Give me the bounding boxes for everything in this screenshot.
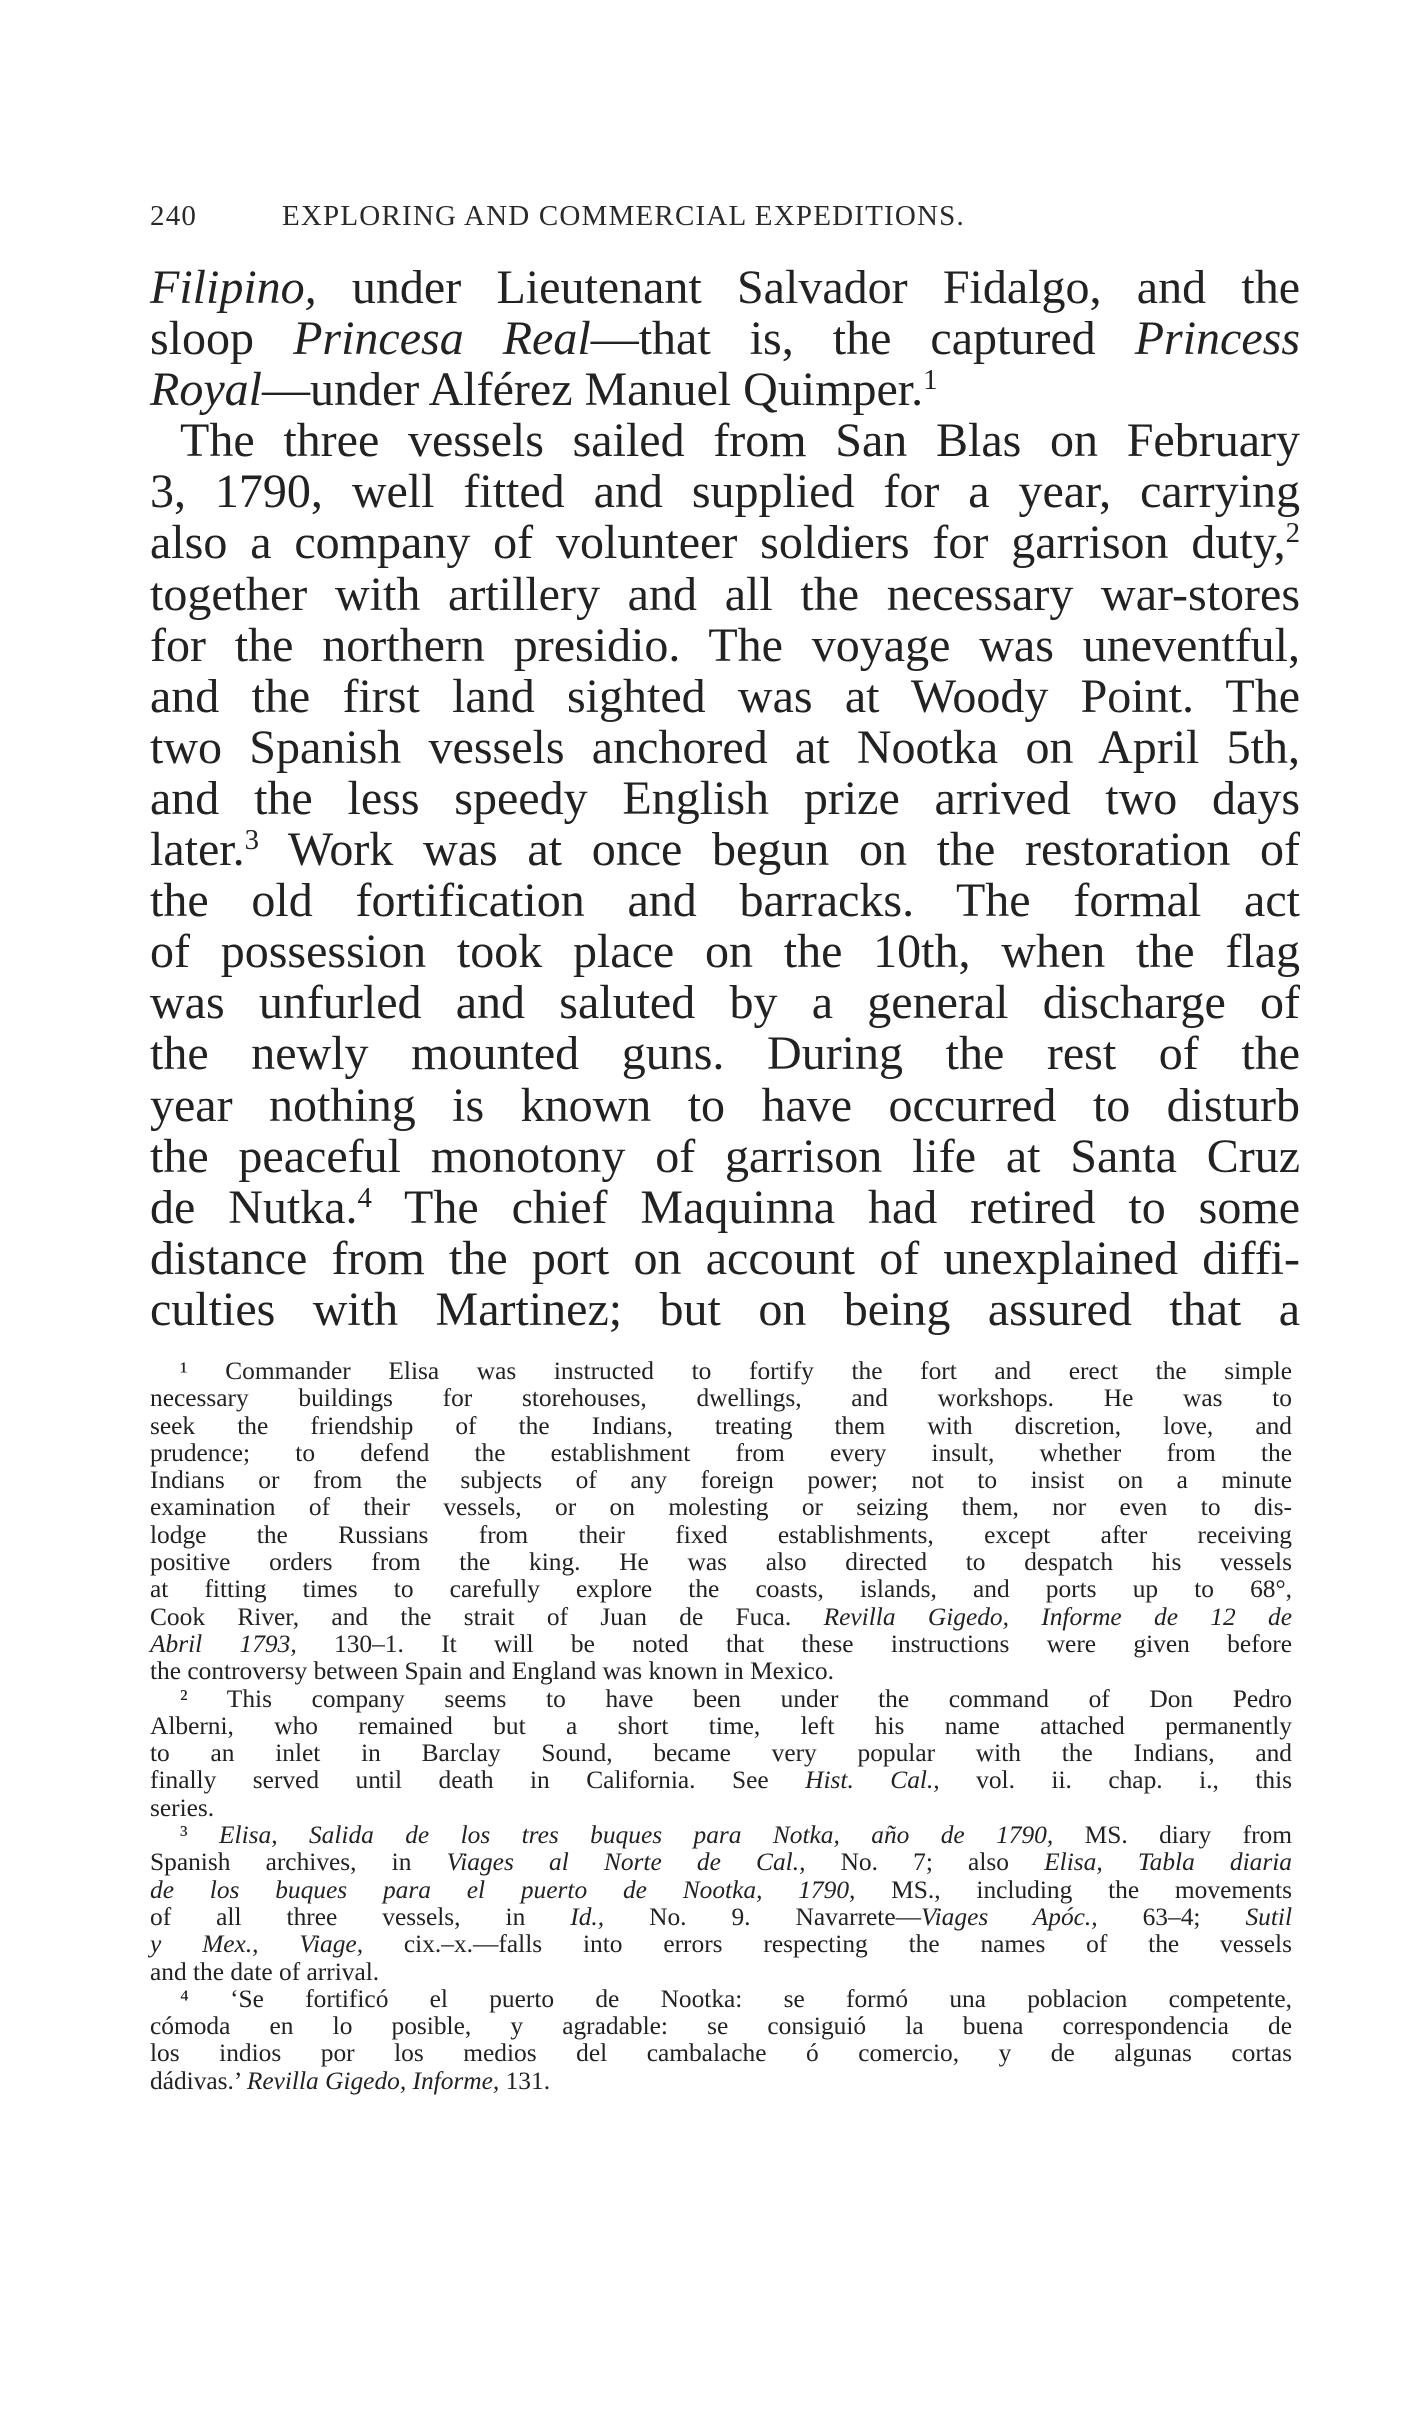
text-line xyxy=(150,722,1300,773)
footnote-line: los indios por los medios del cambalache ó comercio, y de algunas cortas xyxy=(150,2039,1292,2068)
footnote-line: examination of their vessels, or on molesting or seizing them, nor even to dis- xyxy=(150,1493,1292,1522)
footnote-line: the controversy between Spain and England was known in Mexico. xyxy=(150,1657,834,1686)
text-line xyxy=(150,1131,1300,1182)
text-run: and the less speedy English prize arrived two days xyxy=(150,771,1300,825)
text-italic: Revilla Gigedo, Informe, xyxy=(246,2066,500,2095)
text-italic: de los buques para el puerto de Nootka, 1790, xyxy=(150,1875,856,1904)
footnote-line xyxy=(150,1631,1292,1658)
text-italic: Id., xyxy=(570,1902,605,1931)
text-italic: Hist. Cal., xyxy=(805,1766,940,1795)
text-run: —under Alférez Manuel Quimper. xyxy=(261,363,924,417)
text-run: sloop xyxy=(150,312,294,366)
text-run: the peaceful monotony of garrison life at Santa Cruz xyxy=(150,1129,1300,1183)
footnote-line xyxy=(150,1904,1292,1931)
text-run: together with artillery and all the necessary war-stores xyxy=(150,567,1300,621)
footnote-line: at fitting times to carefully explore the coasts, islands, and ports up to 68°, xyxy=(150,1575,1292,1604)
text-run: 131. xyxy=(499,2066,551,2095)
text-run: 63–4; xyxy=(1097,1902,1246,1931)
text-italic: Revilla Gigedo, Informe de 12 de xyxy=(823,1602,1293,1631)
text-italic: y Mex., Viage, xyxy=(150,1930,364,1959)
text-line xyxy=(150,773,1300,824)
text-line xyxy=(150,313,1300,364)
text-italic: Princess xyxy=(1134,312,1301,366)
text-run: the old fortification and barracks. The formal act xyxy=(150,874,1300,928)
text-line xyxy=(150,1233,1300,1284)
text-run: ³ xyxy=(180,1821,220,1850)
footnote-line: and the date of arrival. xyxy=(150,1957,380,1986)
text-line xyxy=(150,364,1300,415)
text-italic: Elisa, Tabla diaria xyxy=(1044,1848,1293,1877)
footnote-line xyxy=(150,2068,1292,2095)
text-italic: Princesa Real xyxy=(293,312,591,366)
footnote-line xyxy=(150,1767,1292,1794)
text-italic: Viages Apóc., xyxy=(921,1902,1098,1931)
footnote-line: Alberni, who remained but a short time, left his name attached permanently xyxy=(150,1711,1292,1740)
footnote-line: seek the friendship of the Indians, treating them with discretion, love, and xyxy=(150,1411,1292,1440)
page-number: 240 xyxy=(150,200,198,232)
footnotes xyxy=(150,1358,1292,2095)
text-run: No. 9. Navarrete— xyxy=(604,1902,921,1931)
footnote-line xyxy=(150,1822,1292,1849)
footnote-line: lodge the Russians from their fixed establishments, except after receiving xyxy=(150,1520,1292,1549)
text-run: was unfurled and saluted by a general discharge of xyxy=(150,976,1300,1030)
text-run: MS., including the movements xyxy=(855,1875,1292,1904)
text-line xyxy=(150,1284,1300,1335)
text-run: later. xyxy=(150,823,245,877)
footnote-line xyxy=(150,1849,1292,1876)
text-line xyxy=(150,875,1300,926)
text-run: The chief Maquinna had retired to some xyxy=(371,1180,1300,1234)
footnote-ref: 2 xyxy=(1285,517,1300,550)
text-run: 3, 1790, well fitted and supplied for a year, carrying xyxy=(150,465,1300,519)
text-run: de Nutka. xyxy=(150,1180,358,1234)
footnote-line xyxy=(150,1877,1292,1904)
text-run: —that is, the captured xyxy=(590,312,1135,366)
running-title: EXPLORING AND COMMERCIAL EXPEDITIONS. xyxy=(282,200,965,232)
text-line xyxy=(150,620,1300,671)
text-line xyxy=(150,1028,1300,1079)
text-italic: Royal xyxy=(150,363,262,417)
text-italic: Filipino, xyxy=(150,261,317,314)
text-run: of all three vessels, in xyxy=(150,1902,571,1931)
footnote-line: necessary buildings for storehouses, dwellings, and workshops. He was to xyxy=(150,1384,1292,1413)
text-run: 130–1. It will be noted that these instructions were given before xyxy=(296,1629,1292,1658)
footnote-line: series. xyxy=(150,1793,215,1822)
text-run: finally served until death in California. See xyxy=(150,1766,806,1795)
text-line xyxy=(150,1080,1300,1131)
text-italic: Viages al Norte de Cal., xyxy=(446,1848,806,1877)
footnote-line: ² This company seems to have been under the command of Don Pedro xyxy=(180,1684,1292,1713)
text-run: two Spanish vessels anchored at Nootka on April 5th, xyxy=(150,720,1300,774)
text-run: also a company of volunteer soldiers for garrison duty, xyxy=(150,516,1286,570)
footnote-line: to an inlet in Barclay Sound, became very popular with the Indians, and xyxy=(150,1739,1292,1768)
main-text xyxy=(150,262,1300,1335)
text-italic: Elisa, Salida de los tres buques para Notka, año de 1790, xyxy=(219,1821,1054,1850)
text-run: The three vessels sailed from San Blas on February xyxy=(180,414,1300,468)
text-run: under Lieutenant Salvador Fidalgo, and the xyxy=(316,261,1300,314)
text-run: Cook River, and the strait of Juan de Fuca. xyxy=(150,1602,824,1631)
text-line xyxy=(150,926,1300,977)
text-run: for the northern presidio. The voyage was uneventful, xyxy=(150,618,1300,672)
text-run: year nothing is known to have occurred to disturb xyxy=(150,1078,1300,1132)
footnote-ref: 1 xyxy=(923,364,938,397)
text-run: and the first land sighted was at Woody Point. The xyxy=(150,669,1300,723)
footnote-line: cómoda en lo posible, y agradable: se consiguió la buena correspondencia de xyxy=(150,2012,1292,2041)
text-run: MS. diary from xyxy=(1053,1821,1292,1850)
text-line xyxy=(150,466,1300,517)
text-run: Work was at once begun on the restoration of xyxy=(259,823,1300,877)
text-run: the newly mounted guns. During the rest of the xyxy=(150,1027,1300,1081)
text-run: of possession took place on the 10th, when the flag xyxy=(150,925,1300,979)
text-line xyxy=(150,977,1300,1028)
text-line xyxy=(150,1182,1300,1233)
text-run: cix.–x.—falls into errors respecting the names of the vessels xyxy=(363,1930,1292,1959)
text-run: vol. ii. chap. i., this xyxy=(939,1766,1292,1795)
footnote-line: Indians or from the subjects of any foreign power; not to insist on a minute xyxy=(150,1466,1292,1495)
text-line xyxy=(150,569,1300,620)
text-line xyxy=(150,517,1300,568)
text-line xyxy=(150,262,1300,313)
footnote-line xyxy=(150,1604,1292,1631)
footnote-line: positive orders from the king. He was also directed to despatch his vessels xyxy=(150,1548,1292,1577)
text-line xyxy=(150,671,1300,722)
running-header xyxy=(150,200,1290,233)
footnote-ref: 4 xyxy=(357,1181,372,1214)
text-run: culties with Martinez; but on being assured that a xyxy=(150,1282,1300,1336)
text-line xyxy=(150,824,1300,875)
footnote-line xyxy=(150,1931,1292,1958)
footnote-line: ¹ Commander Elisa was instructed to fortify the fort and erect the simple xyxy=(180,1357,1292,1385)
text-run: No. 7; also xyxy=(805,1848,1045,1877)
text-line xyxy=(150,415,1300,466)
text-run: Spanish archives, in xyxy=(150,1848,447,1877)
text-italic: Sutil xyxy=(1245,1902,1293,1931)
footnote-line: ⁴ ‘Se fortificó el puerto de Nootka: se formó una poblacion competente, xyxy=(180,1984,1292,2013)
text-run: distance from the port on account of unexplained diffi- xyxy=(150,1231,1300,1285)
text-run: dádivas.’ xyxy=(150,2066,247,2095)
footnote-line: prudence; to defend the establishment from every insult, whether from the xyxy=(150,1438,1292,1467)
footnote-ref: 3 xyxy=(244,824,260,857)
text-italic: Abril 1793, xyxy=(150,1629,297,1658)
